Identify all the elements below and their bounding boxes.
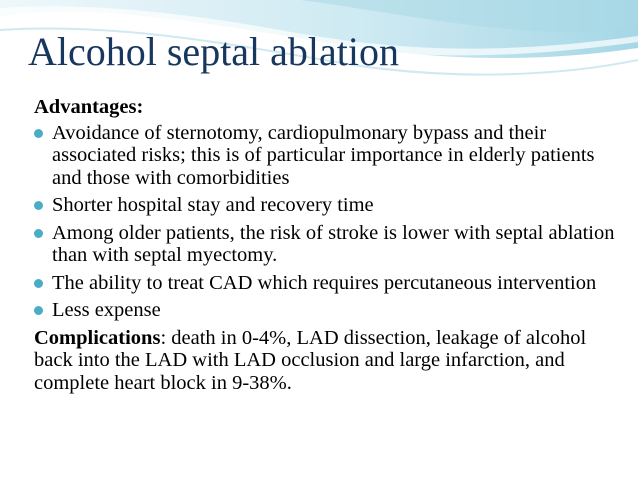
list-item xyxy=(34,272,624,295)
bullet-circle-icon xyxy=(34,129,43,138)
bullet-circle-icon xyxy=(34,279,43,288)
slide-body xyxy=(34,96,624,394)
advantages-list xyxy=(34,122,624,322)
list-item-text: The ability to treat CAD which requires percutaneous intervention xyxy=(52,271,597,294)
list-item-text: Shorter hospital stay and recovery time xyxy=(52,194,374,216)
complications-text: : death in 0-4%, LAD dissection, leakage of alcohol back into the LAD with LAD occlusion and large infarction, and complete heart block in 9-38%. xyxy=(34,326,587,394)
advantages-heading: Advantages: xyxy=(34,96,144,118)
list-item-text: Among older patients, the risk of stroke is lower with septal ablation than with septal myectomy. xyxy=(52,221,615,266)
bullet-circle-icon xyxy=(34,229,43,238)
bullet-circle-icon xyxy=(34,306,43,315)
slide-title: Alcohol septal ablation xyxy=(28,29,400,74)
list-item-text: Less expense xyxy=(52,299,161,321)
bullet-circle-icon xyxy=(34,201,43,210)
complications-label: Complications xyxy=(34,326,161,349)
list-item-text: Avoidance of sternotomy, cardiopulmonary bypass and their associated risks; this is of particular importance in elderly patients and those with comorbidities xyxy=(52,121,595,189)
list-item xyxy=(34,194,624,217)
complications-paragraph xyxy=(34,327,624,395)
list-item xyxy=(34,299,624,322)
list-item xyxy=(34,222,624,267)
list-item xyxy=(34,122,624,190)
